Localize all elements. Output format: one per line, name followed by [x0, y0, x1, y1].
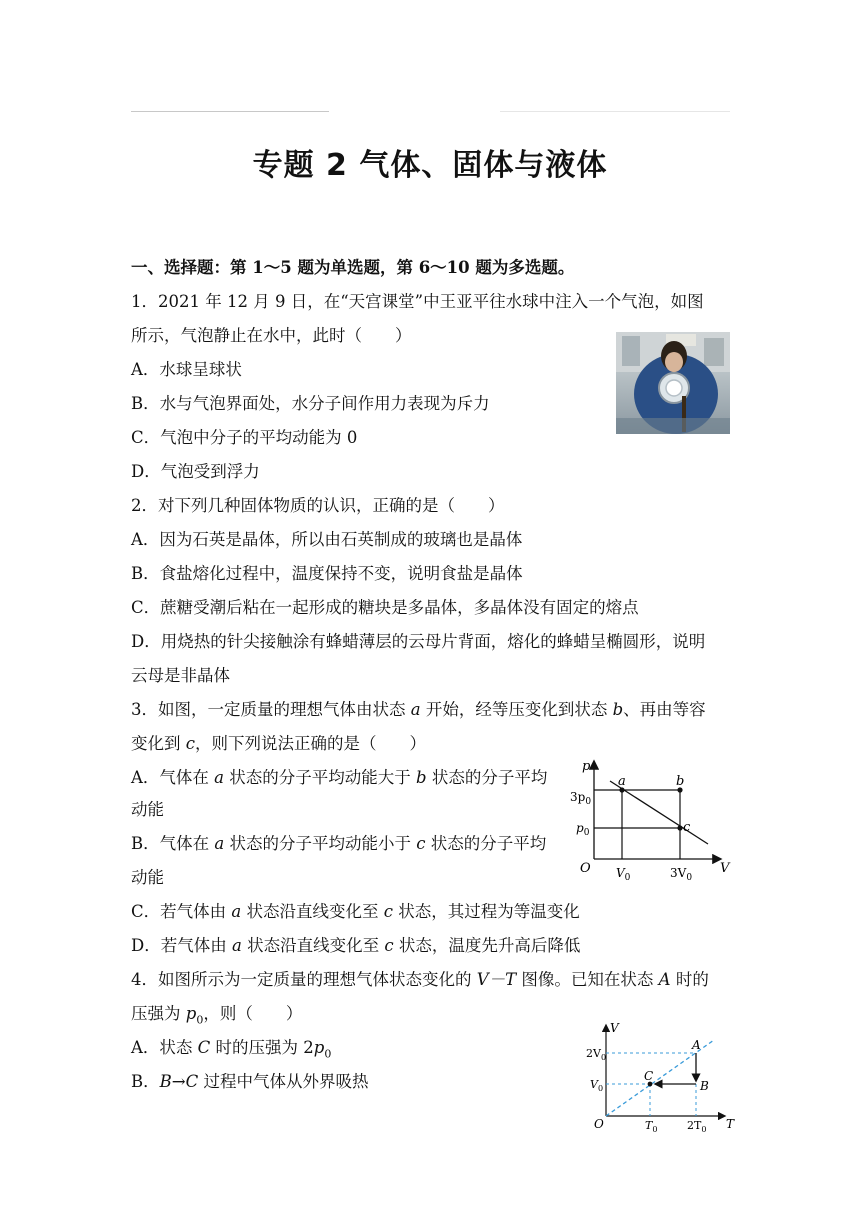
q3-stem-line-2: [131, 734, 426, 754]
q3-option-a-cont: 动能: [131, 800, 164, 819]
q3-stem-text: ，则下列说法正确的是（ ）: [195, 734, 426, 753]
q3-option-text: 状态，温度先升高后降低: [393, 936, 581, 955]
q4-p0: p: [185, 1004, 197, 1023]
page-title: 专题 2 气体、固体与液体: [252, 148, 608, 183]
q4-label-origin: O: [594, 1117, 604, 1131]
q3-label-p: p: [582, 759, 591, 774]
q3-state-b: b: [416, 768, 427, 787]
q3-state-c: c: [185, 734, 195, 753]
q4-option-text: A．状态: [131, 1038, 198, 1057]
q4-p0-sub: 0: [324, 1047, 332, 1061]
q2-option-c: C．蔗糖受潮后粘在一起形成的糖块是多晶体，多晶体没有固定的熔点: [131, 598, 639, 617]
q1-option-a: A．水球呈球状: [131, 360, 242, 379]
q3-state-c: c: [416, 834, 426, 853]
q3-option-text: 状态，其过程为等温变化: [392, 902, 580, 921]
q1-option-c: C．气泡中分子的平均动能为 0: [131, 428, 358, 447]
header-rule-left: [131, 111, 329, 112]
q4-stem-text: 压强为: [131, 1004, 186, 1023]
q3-option-text: 状态沿直线变化至: [241, 936, 385, 955]
q4-option-text: 过程中气体从外界吸热: [198, 1072, 369, 1091]
q4-vt-diagram: [586, 1022, 736, 1136]
q3-label-a: a: [618, 774, 626, 789]
q3-tick-v0: $V_0$: [616, 866, 631, 883]
q2-option-b: B．食盐熔化过程中，温度保持不变，说明食盐是晶体: [131, 564, 523, 583]
q3-stem-text: 、再由等容: [623, 700, 706, 719]
q1-option-b: B．水与气泡界面处，水分子间作用力表现为斥力: [131, 394, 490, 413]
q3-option-text: C．若气体由: [131, 902, 232, 921]
q3-option-a: [131, 768, 547, 788]
q3-stem-text: 变化到: [131, 734, 186, 753]
q3-option-b-cont: 动能: [131, 868, 164, 887]
q3-state-a: a: [231, 936, 242, 955]
q3-option-text: 状态的分子平均动能小于: [224, 834, 417, 853]
q4-p0: p: [313, 1038, 325, 1057]
q2-option-d: D．用烧热的针尖接触涂有蜂蜡薄层的云母片背面，熔化的蜂蜡呈椭圆形，说明: [131, 632, 706, 651]
q4-option-a: [131, 1038, 331, 1064]
q3-tick-3p0: $3p_0$: [570, 790, 592, 807]
q3-option-text: 状态的分子平均: [426, 768, 548, 787]
q3-label-c: c: [683, 820, 691, 835]
q3-option-text: 状态的分子平均动能大于: [224, 768, 417, 787]
q4-state-a: A: [658, 970, 671, 989]
q4-tick-v0: $V_0$: [590, 1078, 604, 1093]
q4-tick-2v0: $2V_0$: [586, 1047, 607, 1062]
q3-label-v: V: [720, 861, 730, 876]
q3-label-origin: O: [580, 861, 591, 876]
q1-option-d: D．气泡受到浮力: [131, 462, 260, 481]
q4-option-text: 时的压强为 2: [210, 1038, 314, 1057]
q4-process-bc: B→C: [159, 1072, 199, 1091]
q4-tick-2t0: $2T_0$: [687, 1119, 707, 1134]
q4-option-text: B．: [131, 1072, 160, 1091]
q4-p0-sub: 0: [196, 1013, 204, 1027]
q4-stem-line-1: [131, 970, 709, 990]
q3-pv-diagram: [570, 756, 740, 886]
section-heading: 一、选择题：第 1～5 题为单选题，第 6～10 题为多选题。: [131, 258, 575, 277]
q4-label-t: T: [726, 1117, 735, 1131]
q3-state-c: c: [383, 902, 393, 921]
q3-option-c: [131, 902, 580, 922]
q3-option-d: [131, 936, 580, 956]
q3-option-b: [131, 834, 546, 854]
q4-stem-text: 4．如图所示为一定质量的理想气体状态变化的: [131, 970, 477, 989]
q3-stem-text: 开始，经等压变化到状态: [420, 700, 613, 719]
q1-stem-line-1: 1．2021 年 12 月 9 日，在“天宫课堂”中王亚平往水球中注入一个气泡，如图: [131, 292, 704, 311]
q4-stem-text: 图像。已知在状态: [516, 970, 659, 989]
q3-option-text: 状态沿直线变化至: [241, 902, 384, 921]
q3-state-a: a: [214, 834, 225, 853]
q3-option-text: 状态的分子平均: [425, 834, 547, 853]
q4-tick-t0: $T_0$: [645, 1119, 658, 1134]
header-rule-right: [500, 111, 730, 112]
q3-option-text: D．若气体由: [131, 936, 232, 955]
q2-stem: 2．对下列几种固体物质的认识，正确的是（ ）: [131, 496, 505, 515]
q3-stem-line-1: [131, 700, 706, 720]
q4-vt-symbol: V－T: [476, 970, 517, 989]
q4-state-c: C: [197, 1038, 211, 1057]
q3-label-b: b: [676, 774, 685, 789]
q4-stem-text: ，则（ ）: [203, 1004, 303, 1023]
q3-tick-3v0: $3V_0$: [670, 866, 693, 883]
q3-option-text: B．气体在: [131, 834, 215, 853]
q1-stem-line-2: 所示，气泡静止在水中，此时（ ）: [131, 326, 412, 345]
q2-option-d-cont: 云母是非晶体: [131, 666, 230, 685]
q3-option-text: A．气体在: [131, 768, 215, 787]
q3-state-a: a: [410, 700, 421, 719]
q3-stem-text: 3．如图，一定质量的理想气体由状态: [131, 700, 411, 719]
q4-label-c: C: [644, 1069, 654, 1083]
q2-option-a: A．因为石英是晶体，所以由石英制成的玻璃也是晶体: [131, 530, 523, 549]
q4-stem-text: 时的: [670, 970, 709, 989]
q3-tick-p0: $p_0$: [576, 821, 590, 838]
q4-option-b: [131, 1072, 368, 1092]
q3-state-c: c: [384, 936, 394, 955]
q4-label-b: B: [700, 1079, 709, 1093]
q3-state-b: b: [612, 700, 624, 719]
q4-label-a: A: [692, 1038, 701, 1052]
q3-state-a: a: [214, 768, 225, 787]
q3-state-a: a: [231, 902, 242, 921]
q4-label-v: V: [610, 1022, 619, 1035]
q3-point-c: [677, 825, 682, 830]
q4-stem-line-2: [131, 1004, 302, 1030]
space-station-water-ball-photo: [616, 332, 730, 434]
